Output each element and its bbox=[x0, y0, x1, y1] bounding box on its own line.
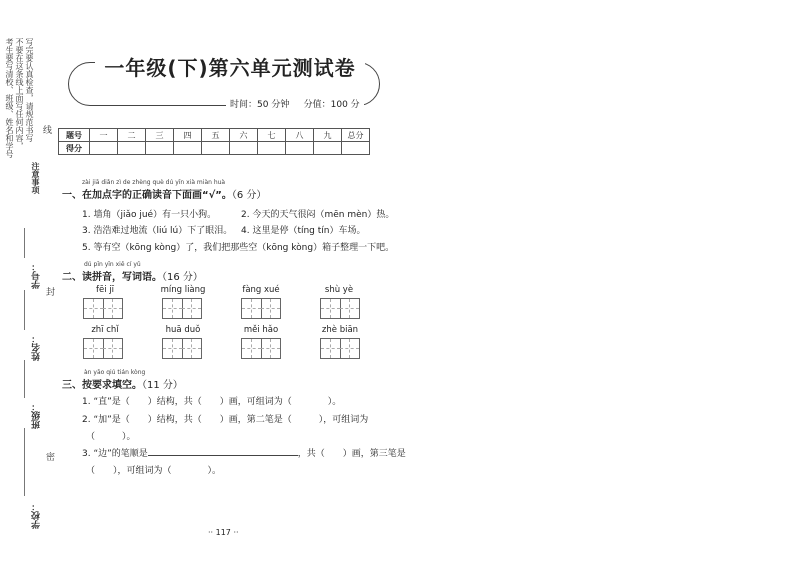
score-cell[interactable] bbox=[90, 142, 118, 155]
q3-line-3-cont: （ ），可组词为（ ）。 bbox=[86, 466, 222, 476]
student-id-label: 学号： bbox=[32, 262, 42, 289]
notice-line-3: 写完要认真检查，请规范书写 bbox=[25, 38, 34, 142]
seal-mi: 密 bbox=[44, 452, 54, 461]
score-cell[interactable] bbox=[230, 142, 258, 155]
q1-heading bbox=[62, 186, 266, 201]
time-limit: 时间：50 分钟 bbox=[230, 100, 290, 110]
class-label: 班级： bbox=[32, 402, 42, 429]
seal-feng: 封 bbox=[44, 287, 54, 296]
writing-grid[interactable] bbox=[241, 338, 281, 359]
margin-rule bbox=[24, 428, 26, 496]
margin-rule bbox=[24, 360, 26, 398]
margin-rule bbox=[24, 290, 26, 330]
score-table bbox=[58, 128, 370, 155]
writing-grid[interactable] bbox=[83, 298, 123, 319]
writing-grid[interactable] bbox=[320, 298, 360, 319]
score-table-header-row bbox=[59, 129, 370, 142]
name-label: 姓名： bbox=[32, 334, 42, 361]
score-cell[interactable] bbox=[118, 142, 146, 155]
table-cell: 八 bbox=[286, 129, 314, 142]
q3-line-3-end: ，共（ ）画，第三笔是 bbox=[297, 449, 406, 459]
seal-xian: 线 bbox=[41, 125, 51, 134]
margin-rule bbox=[24, 228, 26, 258]
q3-line-3 bbox=[82, 446, 406, 459]
q1-title: 在加点字的正确读音下面画“√”。 bbox=[82, 190, 232, 201]
q2-number: 二、 bbox=[62, 272, 82, 283]
score-cell[interactable] bbox=[342, 142, 370, 155]
q2-word-pinyin: fēi jī bbox=[95, 285, 114, 295]
q2-word-pinyin: míng liàng bbox=[160, 285, 206, 295]
writing-grid[interactable] bbox=[162, 298, 202, 319]
score-cell[interactable] bbox=[286, 142, 314, 155]
q3-line-2: 2. “加”是（ ）结构，共（ ）画，第二笔是（ ），可组词为 bbox=[82, 415, 369, 425]
table-cell: 得分 bbox=[59, 142, 90, 155]
writing-grid[interactable] bbox=[162, 338, 202, 359]
q3-heading bbox=[62, 376, 183, 391]
table-cell: 二 bbox=[118, 129, 146, 142]
notice-title: 注意事项 bbox=[31, 162, 40, 194]
q1-item-1: 1. 墙角（jiǎo jué）有一只小狗。 bbox=[82, 210, 217, 220]
writing-grid[interactable] bbox=[320, 338, 360, 359]
table-cell: 四 bbox=[174, 129, 202, 142]
q2-title: 读拼音，写词语。 bbox=[82, 272, 162, 283]
table-cell: 题号 bbox=[59, 129, 90, 142]
table-cell: 三 bbox=[146, 129, 174, 142]
score-cell[interactable] bbox=[202, 142, 230, 155]
table-cell: 九 bbox=[314, 129, 342, 142]
q1-item-3: 3. 浩浩难过地流（liú lú）下了眼泪。 bbox=[82, 226, 233, 236]
school-label: 学校： bbox=[32, 502, 42, 529]
q1-item-2: 2. 今天的天气很闷（mēn mèn）热。 bbox=[241, 210, 395, 220]
score-table-score-row bbox=[59, 142, 370, 155]
page-title: 一年级(下)第六单元测试卷 bbox=[95, 52, 365, 81]
q2-word-pinyin: huā duǒ bbox=[165, 325, 201, 335]
notice-line-2: 不要在这条线上面写任何内容， bbox=[15, 38, 24, 150]
score-cell[interactable] bbox=[258, 142, 286, 155]
q2-word-pinyin: zhī chǐ bbox=[91, 325, 119, 335]
q2-points: （16 分） bbox=[162, 272, 203, 283]
q2-word-pinyin: shù yè bbox=[324, 285, 354, 295]
writing-grid[interactable] bbox=[83, 338, 123, 359]
q1-points: （6 分） bbox=[231, 190, 267, 201]
stroke-order-blank[interactable] bbox=[148, 447, 298, 456]
q2-word-pinyin: měi hǎo bbox=[243, 325, 279, 335]
score-cell[interactable] bbox=[314, 142, 342, 155]
notice-line-1: 考生要写清校、班级、姓名和学号 bbox=[5, 38, 14, 158]
q2-word-pinyin: zhè biān bbox=[321, 325, 359, 335]
q3-line-3-start: 3. “边”的笔顺是 bbox=[82, 449, 148, 459]
writing-grid[interactable] bbox=[241, 298, 281, 319]
q2-pinyin: dú pīn yīn xiě cí yǔ bbox=[84, 261, 141, 268]
table-cell: 五 bbox=[202, 129, 230, 142]
q2-heading bbox=[62, 268, 203, 283]
page-number: ·· 117 ·· bbox=[208, 528, 239, 537]
table-cell: 六 bbox=[230, 129, 258, 142]
table-cell: 一 bbox=[90, 129, 118, 142]
q3-number: 三、 bbox=[62, 380, 82, 391]
q3-pinyin: àn yāo qiú tián kòng bbox=[84, 369, 146, 376]
q1-item-5: 5. 等有空（kōng kòng）了，我们把那些空（kōng kòng）箱子整理一下吧。 bbox=[82, 243, 395, 253]
exam-info bbox=[226, 97, 364, 110]
q3-points: （11 分） bbox=[142, 380, 183, 391]
q1-pinyin: zài jiā diǎn zì de zhèng què dú yīn xià miàn huà bbox=[82, 179, 226, 186]
table-cell: 七 bbox=[258, 129, 286, 142]
q3-title: 按要求填空。 bbox=[82, 380, 142, 391]
q3-line-2-cont: （ ）。 bbox=[86, 432, 136, 442]
score-cell[interactable] bbox=[174, 142, 202, 155]
score-cell[interactable] bbox=[146, 142, 174, 155]
q1-item-4: 4. 这里是停（tíng tín）车场。 bbox=[241, 226, 366, 236]
table-cell: 总分 bbox=[342, 129, 370, 142]
q1-number: 一、 bbox=[62, 190, 82, 201]
q2-word-pinyin: fàng xué bbox=[242, 285, 280, 295]
q3-line-1: 1. “直”是（ ）结构，共（ ）画，可组词为（ ）。 bbox=[82, 397, 342, 407]
total-score: 分值：100 分 bbox=[303, 100, 360, 110]
